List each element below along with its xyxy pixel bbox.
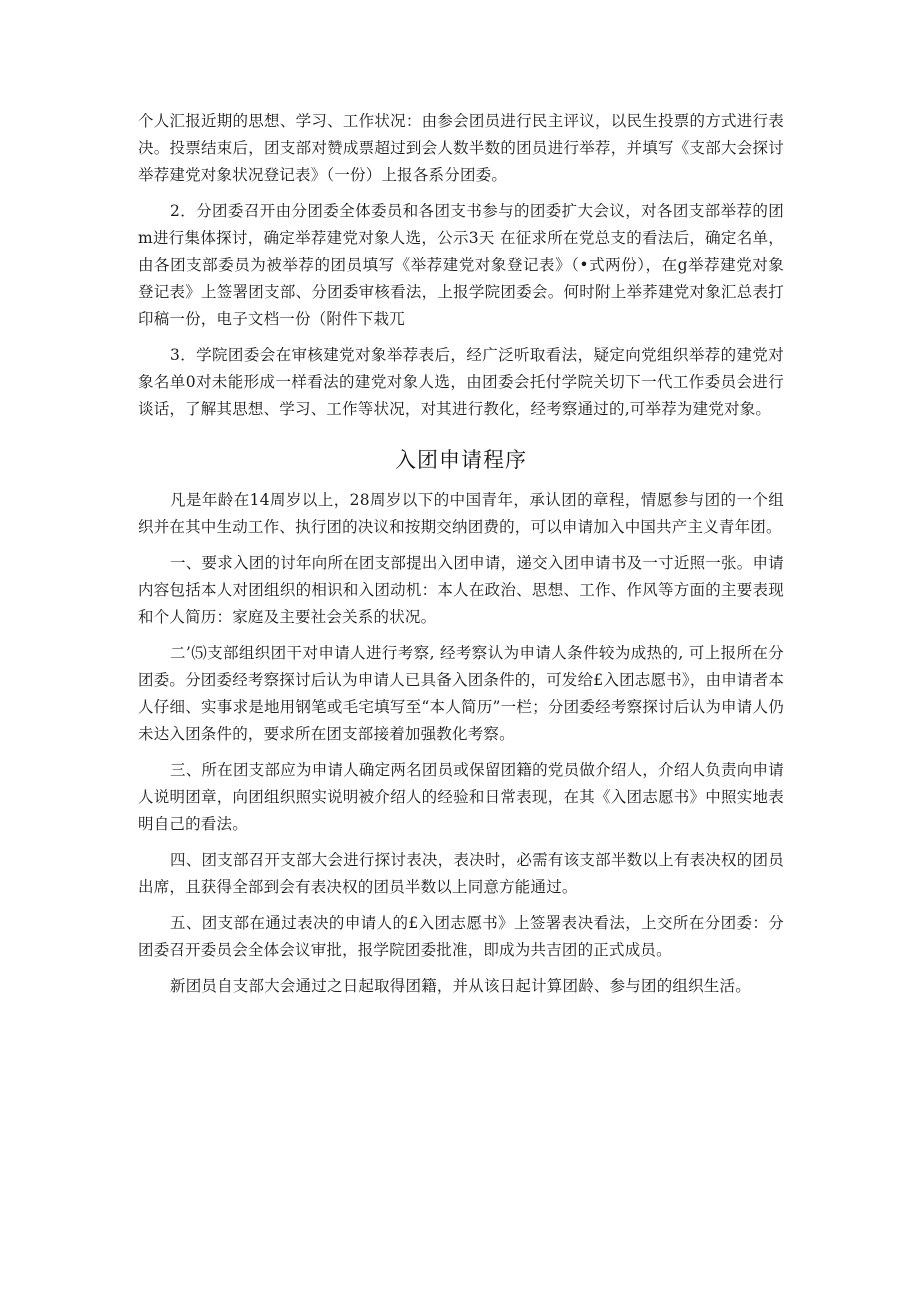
paragraph-item-2: 二’⑸支部组织团干对申请人进行考察, 经考察认为申请人条件较为成热的, 可上报所在分团委。分团委经考察探讨后认为申请人已具备入团条件的，可发给£入团志愿书》，由申请者本人仔细、实事求是地用钢笔或毛宅填写至“本人简历”一栏；分团委经考察探讨后认为申请人仍未达入团条件的，要求所在团支部接着加强教化考察。 [138,644,785,743]
paragraph-eligibility: 凡是年龄在14周岁以上，28周岁以下的中国青年，承认团的章程，情愿参与团的一个组织并在其中生动工作、执行团的决议和按期交纳团费的，可以申请加入中国共产主义青年团。 [138,491,784,536]
paragraph-item-5: 五、团支部在通过表决的申请人的£入团志愿书》上签署表决看法，上交所在分团委：分团委召开委员会全体会议审批，报学院团委批准，即成为共吉团的正式成员。 [138,914,784,959]
paragraph-report-and-vote: 个人汇报近期的思想、学习、工作状况：由参会团员进行民主评议，以民生投票的方式进行表决。投票结束后，团支部对赞成票超过到会人数半数的团员进行举荐，并填写《支部大会探讨举荐建党对象状况登记表》（一份）上报各系分团委。 [138,112,784,184]
section-title: 入团申请程序 [395,448,527,472]
paragraph-item-4: 四、团支部召开支部大会进行探讨表决，表决时，必需有该支部半数以上有表决权的团员出席，且获得全部到会有表决权的团员半数以上同意方能通过。 [138,851,784,896]
paragraph-step-3: 3．学院团委会在审核建党对象举荐表后，经广泛听取看法，疑定向党组织举荐的建党对象名单0对未能形成一样看法的建党对象人选，由团委会托付学院关切下一代工作委员会进行谈话，了解其思想、学习、工作等状况，对其进行教化，经考察通过的,可举荐为建党对象。 [138,346,784,418]
document-page [138,108,784,1009]
paragraph-item-1: 一、要求入团的讨年向所在团支部提出入团申请，递交入团申请书及一寸近照一张。申请内容包括本人对团组织的相识和入团动机：本人在政治、思想、工作、作风等方面的主要表现和个人简历：家庭及主要社会关系的状况。 [138,554,784,626]
paragraph-step-2: 2．分团委召开由分团委全体委员和各团支书参与的团委扩大会议，对各团支部举荐的团m进行集体探讨，确定举荐建党对象人选，公示3天 在征求所在党总支的看法后，确定名单，由各团支部委员为被举荐的团员填写《举荐建党对象登记表》（•式两份），在g举荐建党对象登记表》上签署团支部、分团委审核看法，上报学院团委会。何时附上举荞建党对象汇总表打印稿一份，电子文档一份（附件下栽兀 [138,202,784,328]
paragraph-item-3: 三、所在团支部应为申请人确定两名团员或保留团籍的党员做介绍人，介绍人负责向申请人说明团章，向团组织照实说明被介绍人的经验和日常表现，在其《入团志愿书》中照实地表明自己的看法。 [138,761,784,833]
paragraph-closing: 新团员自支部大会通过之日起取得团籍，并从该日起计算团龄、参与团的组织生活。 [170,977,751,995]
